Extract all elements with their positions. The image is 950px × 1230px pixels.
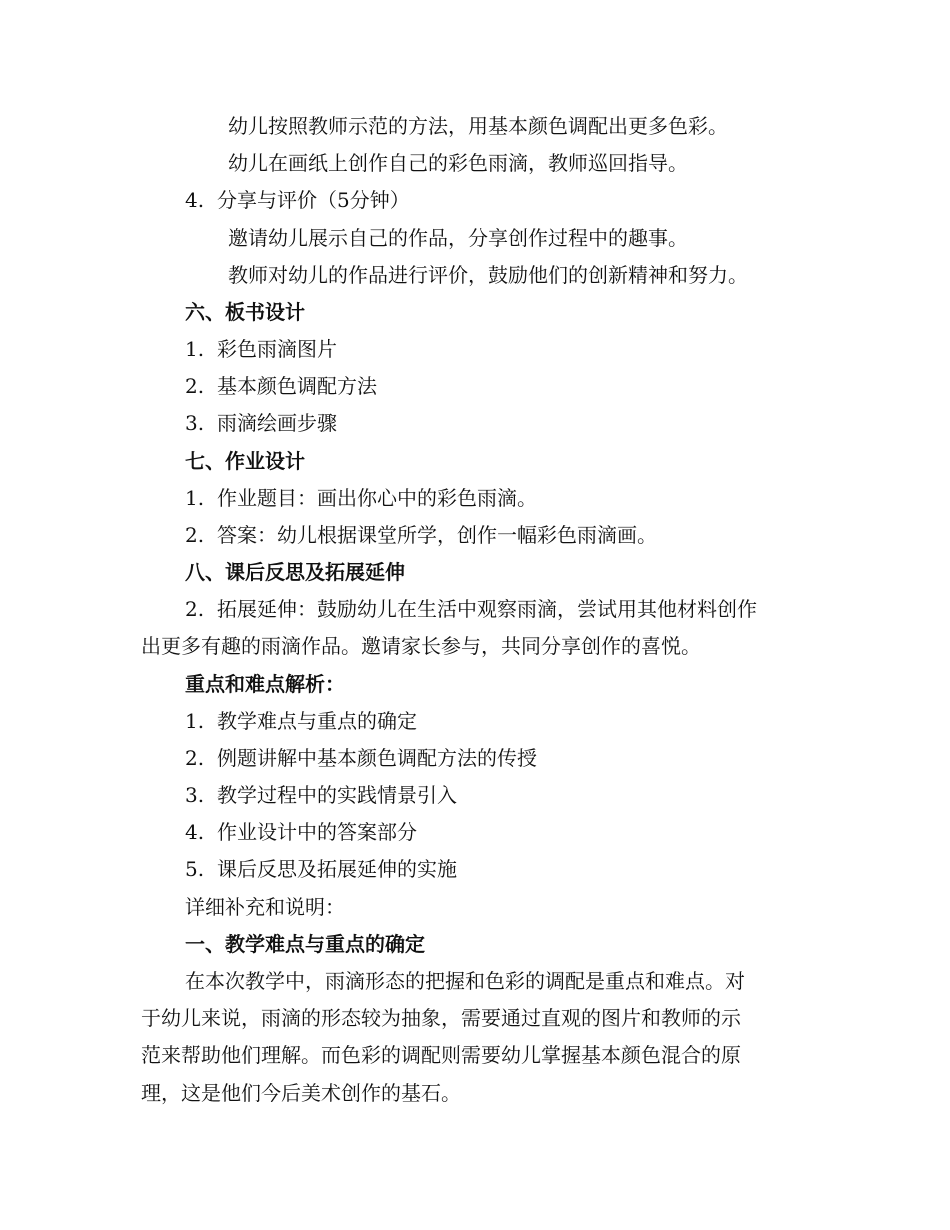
line-text: 教学难点与重点的确定 <box>217 709 417 733</box>
section-heading <box>185 447 305 475</box>
list-item <box>185 372 377 400</box>
body-paragraph <box>141 632 701 660</box>
list-number: 1. <box>185 486 205 510</box>
list-number: 2. <box>185 746 205 770</box>
heading-text: 重点和难点解析： <box>185 672 345 696</box>
section-heading <box>185 670 345 698</box>
body-paragraph <box>141 1041 741 1069</box>
line-text: 答案：幼儿根据课堂所学，创作一幅彩色雨滴画。 <box>217 523 657 547</box>
section-heading <box>185 298 305 326</box>
list-number: 3. <box>185 411 205 435</box>
line-text: 拓展延伸：鼓励幼儿在生活中观察雨滴，尝试用其他材料创作 <box>217 597 757 621</box>
list-item <box>185 855 457 883</box>
list-item <box>185 484 537 512</box>
heading-text: 六、板书设计 <box>185 300 305 324</box>
list-number: 1. <box>185 337 205 361</box>
line-text: 出更多有趣的雨滴作品。邀请家长参与，共同分享创作的喜悦。 <box>141 634 701 658</box>
line-text: 分享与评价（5分钟） <box>217 188 410 212</box>
line-text: 理，这是他们今后美术创作的基石。 <box>141 1081 461 1105</box>
line-text: 邀请幼儿展示自己的作品，分享创作过程中的趣事。 <box>228 226 688 250</box>
list-item <box>185 186 410 214</box>
section-heading <box>185 930 425 958</box>
line-text: 雨滴绘画步骤 <box>217 411 337 435</box>
body-paragraph <box>228 261 748 289</box>
line-text: 彩色雨滴图片 <box>217 337 337 361</box>
list-number: 2. <box>185 523 205 547</box>
list-number: 5. <box>185 857 205 881</box>
body-paragraph <box>185 893 345 921</box>
list-item <box>185 335 337 363</box>
list-item <box>185 781 457 809</box>
heading-text: 七、作业设计 <box>185 449 305 473</box>
line-text: 课后反思及拓展延伸的实施 <box>217 857 457 881</box>
body-paragraph <box>228 112 728 140</box>
section-heading <box>185 558 405 586</box>
line-text: 例题讲解中基本颜色调配方法的传授 <box>217 746 537 770</box>
line-text: 基本颜色调配方法 <box>217 374 377 398</box>
line-text: 教学过程中的实践情景引入 <box>217 783 457 807</box>
list-number: 2. <box>185 597 205 621</box>
list-number: 3. <box>185 783 205 807</box>
body-paragraph <box>228 224 688 252</box>
line-text: 幼儿按照教师示范的方法，用基本颜色调配出更多色彩。 <box>228 114 728 138</box>
line-text: 详细补充和说明： <box>185 895 345 919</box>
list-item <box>185 707 417 735</box>
list-item <box>185 818 417 846</box>
list-number: 4. <box>185 820 205 844</box>
line-text: 作业设计中的答案部分 <box>217 820 417 844</box>
line-text: 幼儿在画纸上创作自己的彩色雨滴，教师巡回指导。 <box>228 151 688 175</box>
body-paragraph <box>185 967 745 995</box>
line-text: 教师对幼儿的作品进行评价，鼓励他们的创新精神和努力。 <box>228 263 748 287</box>
list-item <box>185 521 657 549</box>
body-paragraph <box>141 1004 741 1032</box>
list-item <box>185 595 757 623</box>
line-text: 作业题目：画出你心中的彩色雨滴。 <box>217 486 537 510</box>
list-item <box>185 409 337 437</box>
list-number: 2. <box>185 374 205 398</box>
line-text: 于幼儿来说，雨滴的形态较为抽象，需要通过直观的图片和教师的示 <box>141 1006 741 1030</box>
body-paragraph <box>141 1079 461 1107</box>
list-number: 1. <box>185 709 205 733</box>
list-number: 4. <box>185 188 205 212</box>
body-paragraph <box>228 149 688 177</box>
list-item <box>185 744 537 772</box>
heading-text: 八、课后反思及拓展延伸 <box>185 560 405 584</box>
line-text: 范来帮助他们理解。而色彩的调配则需要幼儿掌握基本颜色混合的原 <box>141 1043 741 1067</box>
heading-text: 一、教学难点与重点的确定 <box>185 932 425 956</box>
line-text: 在本次教学中，雨滴形态的把握和色彩的调配是重点和难点。对 <box>185 969 745 993</box>
